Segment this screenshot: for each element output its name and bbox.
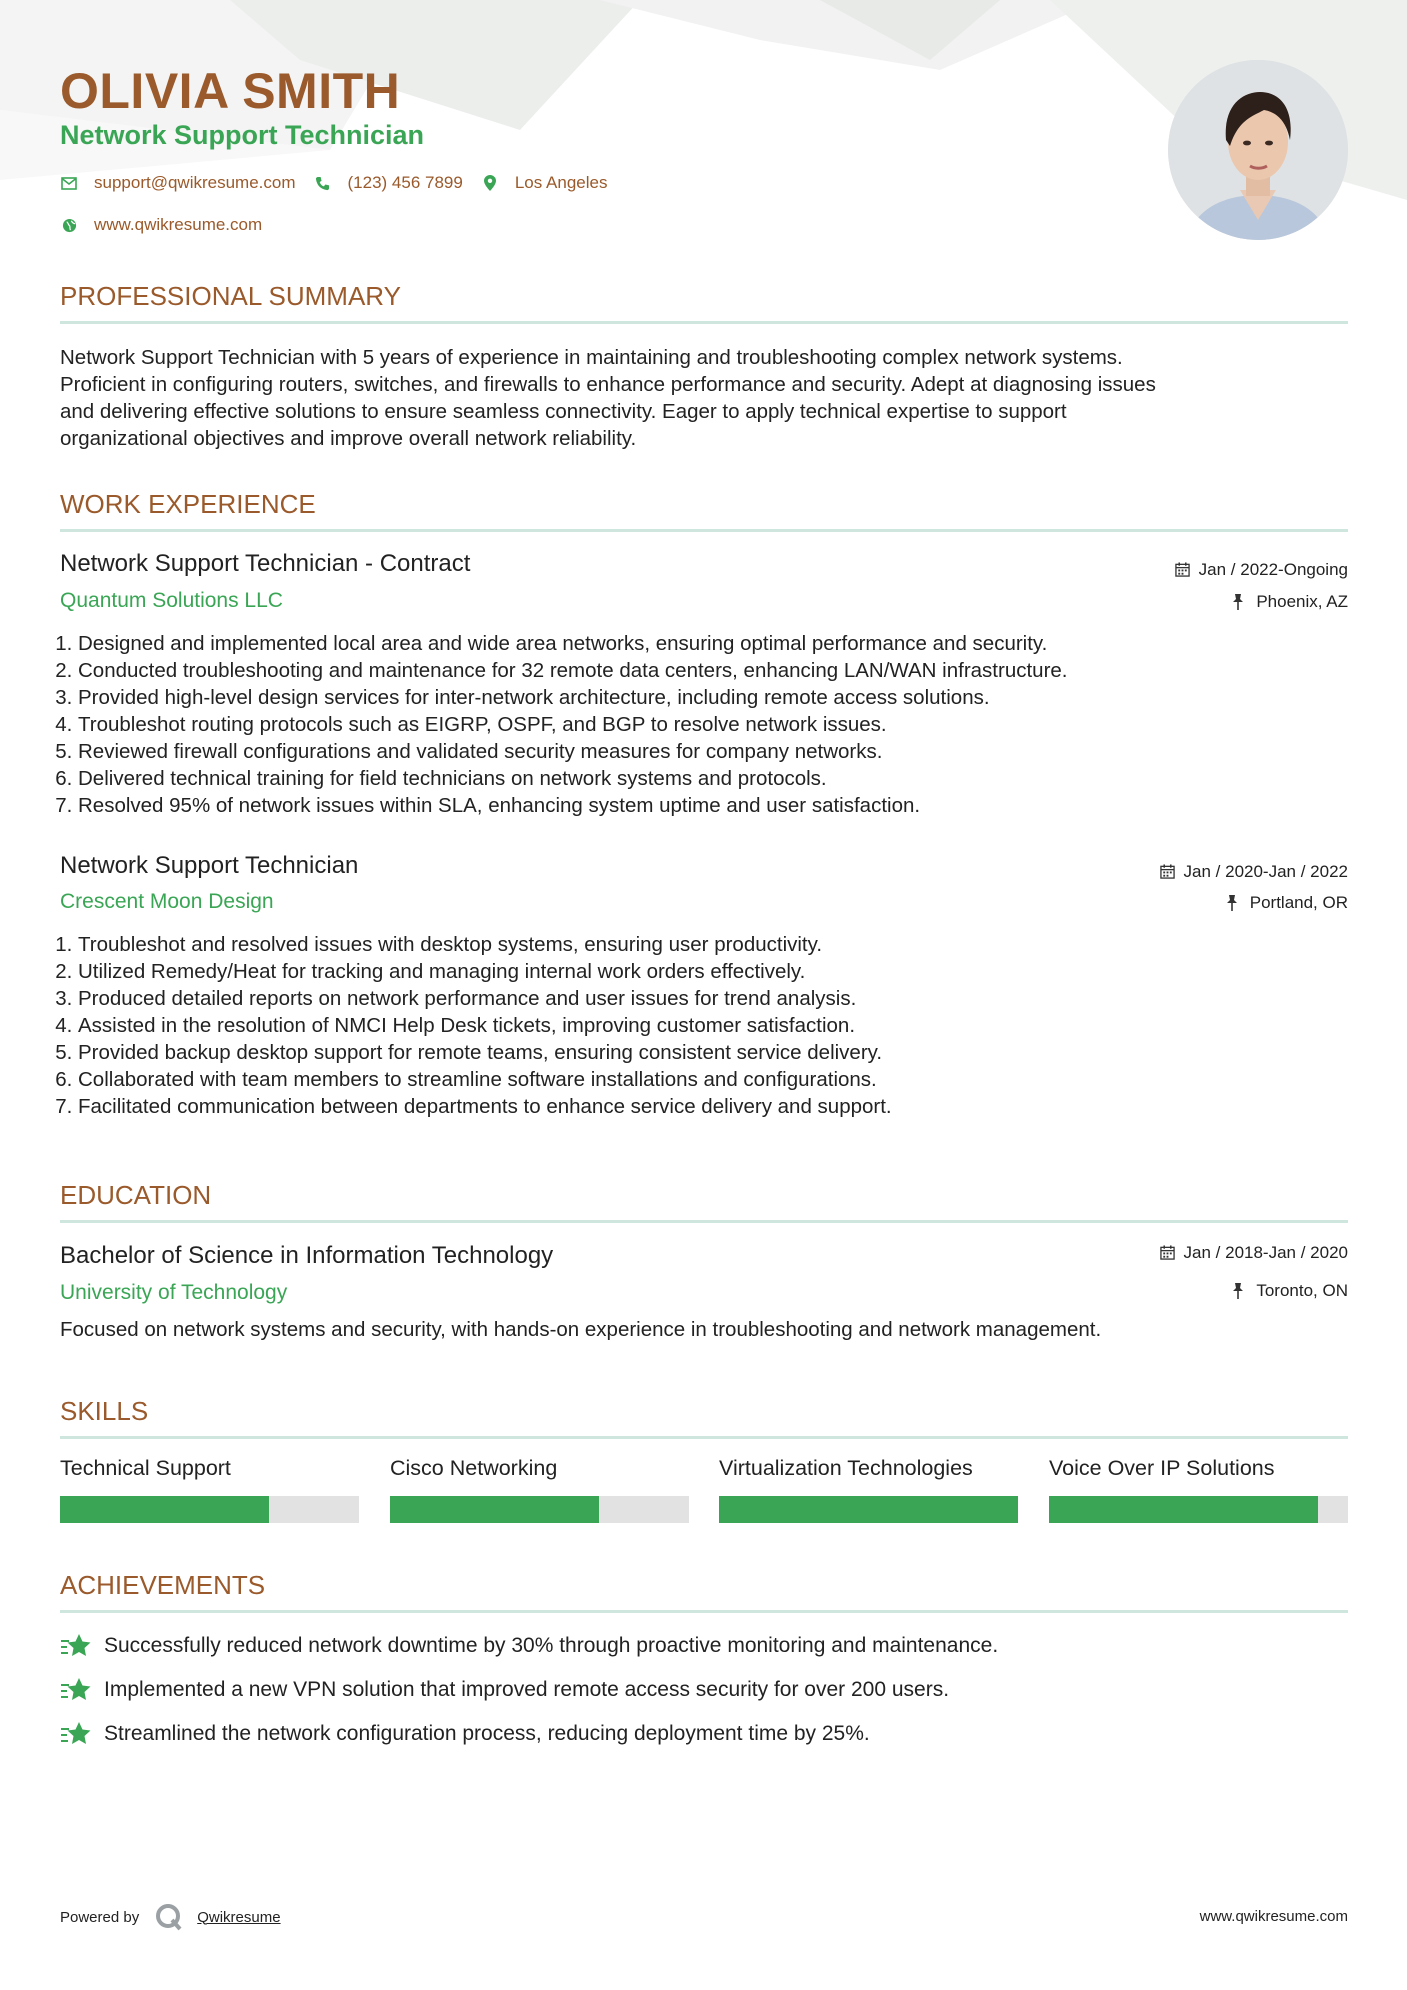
job-bullet: 2. Utilized Remedy/Heat for tracking and managing internal work orders effectively. bbox=[78, 958, 1348, 985]
job-bullet: 5. Provided backup desktop support for remote teams, ensuring consistent service delivery. bbox=[78, 1039, 1348, 1066]
job-title: Network Support Technician bbox=[60, 852, 359, 879]
summary-line: and delivering effective solutions to ensure seamless connectivity. Eager to apply technical expertise to support bbox=[60, 400, 1067, 423]
qwikresume-logo-icon bbox=[155, 1903, 183, 1931]
achievement-text: Successfully reduced network downtime by 30% through proactive monitoring and maintenance. bbox=[104, 1634, 999, 1657]
email-text[interactable]: support@qwikresume.com bbox=[94, 173, 296, 192]
job-date bbox=[1175, 560, 1348, 580]
skill-bar-track bbox=[719, 1496, 1018, 1523]
star-icon bbox=[60, 1632, 92, 1660]
job-location bbox=[1226, 893, 1348, 913]
pushpin-icon bbox=[1232, 594, 1248, 610]
job-date bbox=[1160, 862, 1348, 882]
skill-bar-track bbox=[60, 1496, 359, 1523]
job-location-text: Phoenix, AZ bbox=[1256, 592, 1348, 611]
map-marker-icon bbox=[481, 174, 499, 192]
skill-item bbox=[60, 1456, 359, 1481]
calendar-icon bbox=[1160, 1245, 1176, 1261]
section-divider bbox=[60, 321, 1348, 324]
job-bullet: 6. Delivered technical training for field technicians on network systems and protocols. bbox=[78, 765, 1348, 792]
job-bullets bbox=[60, 630, 1348, 819]
job-bullet: 2. Conducted troubleshooting and maintenance for 32 remote data centers, enhancing LAN/WAN infrastructure. bbox=[78, 657, 1348, 684]
star-icon bbox=[60, 1720, 92, 1748]
achievement-item bbox=[60, 1632, 998, 1660]
candidate-title: Network Support Technician bbox=[60, 120, 425, 150]
achievement-text: Implemented a new VPN solution that improved remote access security for over 200 users. bbox=[104, 1678, 950, 1701]
section-divider bbox=[60, 1436, 1348, 1439]
education-description: Focused on network systems and security, with hands-on experience in troubleshooting and network management. bbox=[60, 1318, 1102, 1341]
skill-name: Virtualization Technologies bbox=[719, 1456, 973, 1480]
skill-name: Voice Over IP Solutions bbox=[1049, 1456, 1275, 1480]
job-bullet: 4. Assisted in the resolution of NMCI Help Desk tickets, improving customer satisfaction. bbox=[78, 1012, 1348, 1039]
powered-by-label: Powered by bbox=[60, 1908, 140, 1926]
pushpin-icon bbox=[1232, 1283, 1248, 1299]
job-location-text: Portland, OR bbox=[1249, 893, 1348, 912]
summary-text bbox=[60, 344, 1348, 452]
job-bullet: 7. Resolved 95% of network issues within SLA, enhancing system uptime and user satisfaction. bbox=[78, 792, 1348, 819]
job-bullet: 6. Collaborated with team members to streamline software installations and configurations. bbox=[78, 1066, 1348, 1093]
skill-bar-track bbox=[1049, 1496, 1348, 1523]
job-date-text: Jan / 2020-Jan / 2022 bbox=[1183, 862, 1348, 881]
globe-icon bbox=[60, 216, 78, 234]
education-location bbox=[1232, 1281, 1348, 1301]
candidate-name: OLIVIA SMITH bbox=[60, 63, 401, 119]
skill-bar-fill bbox=[1049, 1496, 1318, 1523]
calendar-icon bbox=[1175, 562, 1191, 578]
job-bullet: 5. Reviewed firewall configurations and validated security measures for company networks. bbox=[78, 738, 1348, 765]
qwikresume-link[interactable]: Qwikresume bbox=[197, 1908, 281, 1926]
section-title-summary: PROFESSIONAL SUMMARY bbox=[60, 281, 401, 311]
school-name: University of Technology bbox=[60, 1281, 288, 1304]
footer-website[interactable]: www.qwikresume.com bbox=[1199, 1908, 1348, 1925]
envelope-icon bbox=[60, 174, 78, 192]
job-bullet: 1. Designed and implemented local area and wide area networks, ensuring optimal performance and security. bbox=[78, 630, 1348, 657]
job-bullet: 4. Troubleshot routing protocols such as EIGRP, OSPF, and BGP to resolve network issues. bbox=[78, 711, 1348, 738]
job-bullet: 7. Facilitated communication between departments to enhance service delivery and support. bbox=[78, 1093, 1348, 1120]
star-icon bbox=[60, 1676, 92, 1704]
section-title-experience: WORK EXPERIENCE bbox=[60, 489, 316, 519]
job-bullets bbox=[60, 931, 1348, 1120]
job-location bbox=[1232, 592, 1348, 612]
company-name: Quantum Solutions LLC bbox=[60, 589, 283, 612]
education-date bbox=[1160, 1243, 1348, 1263]
company-name: Crescent Moon Design bbox=[60, 890, 274, 913]
section-title-education: EDUCATION bbox=[60, 1180, 212, 1210]
section-title-skills: SKILLS bbox=[60, 1396, 149, 1426]
summary-line: Proficient in configuring routers, switches, and firewalls to enhance performance and security. Adept at diagnosing issues bbox=[60, 373, 1156, 396]
phone-icon bbox=[314, 174, 332, 192]
contact-row-primary bbox=[60, 173, 625, 193]
skill-item bbox=[719, 1456, 1018, 1481]
website-text[interactable]: www.qwikresume.com bbox=[94, 215, 263, 234]
achievement-text: Streamlined the network configuration process, reducing deployment time by 25%. bbox=[104, 1722, 870, 1745]
phone-text: (123) 456 7899 bbox=[347, 173, 463, 192]
education-date-text: Jan / 2018-Jan / 2020 bbox=[1183, 1243, 1348, 1262]
skill-bar-fill bbox=[390, 1496, 599, 1523]
section-divider bbox=[60, 529, 1348, 532]
skill-bar-track bbox=[390, 1496, 689, 1523]
calendar-icon bbox=[1160, 864, 1176, 880]
contact-row-secondary bbox=[60, 215, 280, 235]
section-divider bbox=[60, 1610, 1348, 1613]
section-divider bbox=[60, 1220, 1348, 1223]
job-bullet: 1. Troubleshot and resolved issues with desktop systems, ensuring user productivity. bbox=[78, 931, 1348, 958]
pushpin-icon bbox=[1226, 895, 1242, 911]
summary-line: Network Support Technician with 5 years of experience in maintaining and troubleshooting complex network systems. bbox=[60, 346, 1123, 369]
job-date-text: Jan / 2022-Ongoing bbox=[1198, 560, 1348, 579]
skill-name: Technical Support bbox=[60, 1456, 231, 1480]
location-text: Los Angeles bbox=[514, 173, 608, 192]
summary-line: organizational objectives and improve overall network reliability. bbox=[60, 427, 637, 450]
job-title: Network Support Technician - Contract bbox=[60, 550, 471, 577]
achievement-item bbox=[60, 1676, 949, 1704]
skill-bar-fill bbox=[60, 1496, 269, 1523]
skill-item bbox=[1049, 1456, 1348, 1481]
skill-item bbox=[390, 1456, 689, 1481]
skill-bar-fill bbox=[719, 1496, 1018, 1523]
footer-powered-by bbox=[60, 1903, 281, 1931]
achievement-item bbox=[60, 1720, 870, 1748]
skill-name: Cisco Networking bbox=[390, 1456, 558, 1480]
section-title-achievements: ACHIEVEMENTS bbox=[60, 1570, 266, 1600]
education-location-text: Toronto, ON bbox=[1256, 1281, 1348, 1300]
profile-photo bbox=[1168, 60, 1348, 240]
job-bullet: 3. Provided high-level design services for inter-network architecture, including remote access solutions. bbox=[78, 684, 1348, 711]
job-bullet: 3. Produced detailed reports on network performance and user issues for trend analysis. bbox=[78, 985, 1348, 1012]
degree-title: Bachelor of Science in Information Technology bbox=[60, 1242, 554, 1269]
